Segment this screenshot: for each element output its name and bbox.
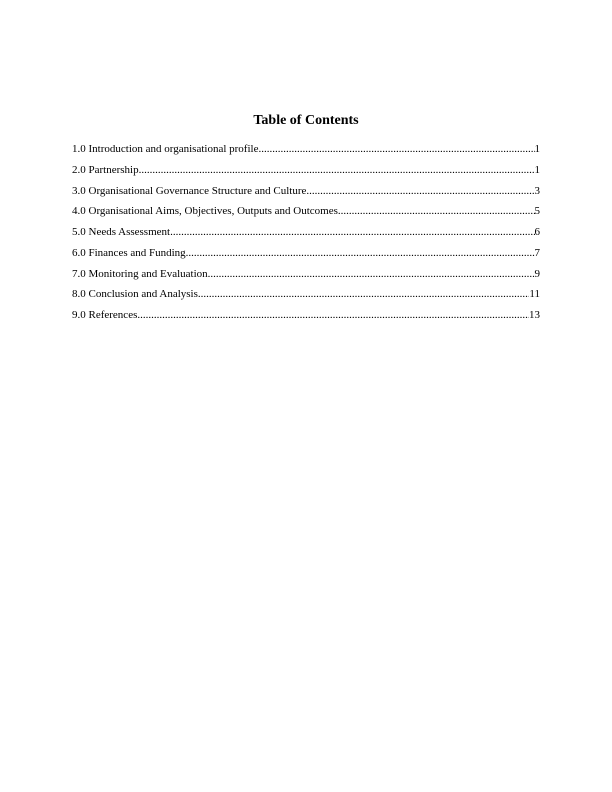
toc-list bbox=[72, 142, 540, 329]
toc-entry-finances[interactable] bbox=[72, 246, 540, 267]
toc-entry-label[interactable]: 2.0 Partnership bbox=[72, 163, 139, 176]
toc-entry-introduction[interactable] bbox=[72, 142, 540, 163]
toc-dot-leader bbox=[306, 184, 534, 198]
toc-entry-governance[interactable] bbox=[72, 184, 540, 205]
toc-entry-page[interactable]: 7 bbox=[534, 246, 540, 259]
toc-entry-page[interactable]: 3 bbox=[534, 184, 540, 197]
toc-entry-page[interactable]: 1 bbox=[534, 163, 540, 176]
toc-entry-page[interactable]: 1 bbox=[534, 143, 540, 155]
toc-dot-leader bbox=[258, 142, 534, 156]
toc-entry-label[interactable]: 7.0 Monitoring and Evaluation bbox=[72, 267, 208, 280]
toc-entry-page[interactable]: 6 bbox=[534, 226, 540, 238]
toc-dot-leader bbox=[137, 308, 529, 322]
toc-entry-label[interactable]: 9.0 References bbox=[72, 309, 138, 321]
toc-dot-leader bbox=[208, 267, 535, 281]
toc-entry-label[interactable]: 4.0 Organisational Aims, Objectives, Outputs and Outcomes bbox=[72, 205, 338, 218]
toc-entry-monitoring[interactable] bbox=[72, 267, 540, 288]
toc-entry-label[interactable]: 8.0 Conclusion and Analysis bbox=[72, 288, 198, 301]
toc-entry-conclusion[interactable] bbox=[72, 287, 540, 308]
toc-dot-leader bbox=[186, 246, 535, 260]
toc-entry-page[interactable]: 11 bbox=[529, 288, 540, 301]
toc-entry-page[interactable]: 5 bbox=[534, 205, 540, 218]
toc-entry-page[interactable]: 9 bbox=[534, 267, 540, 280]
toc-entry-label[interactable]: 1.0 Introduction and organisational profile bbox=[72, 143, 259, 155]
toc-title: Table of Contents bbox=[253, 113, 359, 128]
toc-dot-leader bbox=[170, 225, 534, 239]
toc-entry-partnership[interactable] bbox=[72, 163, 540, 184]
toc-entry-needs-assessment[interactable] bbox=[72, 225, 540, 246]
toc-entry-label[interactable]: 5.0 Needs Assessment bbox=[72, 226, 171, 238]
toc-entry-page[interactable]: 13 bbox=[529, 309, 540, 321]
toc-dot-leader bbox=[198, 287, 530, 301]
toc-entry-references[interactable] bbox=[72, 308, 540, 329]
toc-dot-leader bbox=[139, 163, 535, 177]
toc-entry-aims-objectives[interactable] bbox=[72, 204, 540, 225]
toc-dot-leader bbox=[338, 204, 535, 218]
toc-entry-label[interactable]: 3.0 Organisational Governance Structure and Culture bbox=[72, 184, 307, 197]
toc-entry-label[interactable]: 6.0 Finances and Funding bbox=[72, 246, 186, 259]
